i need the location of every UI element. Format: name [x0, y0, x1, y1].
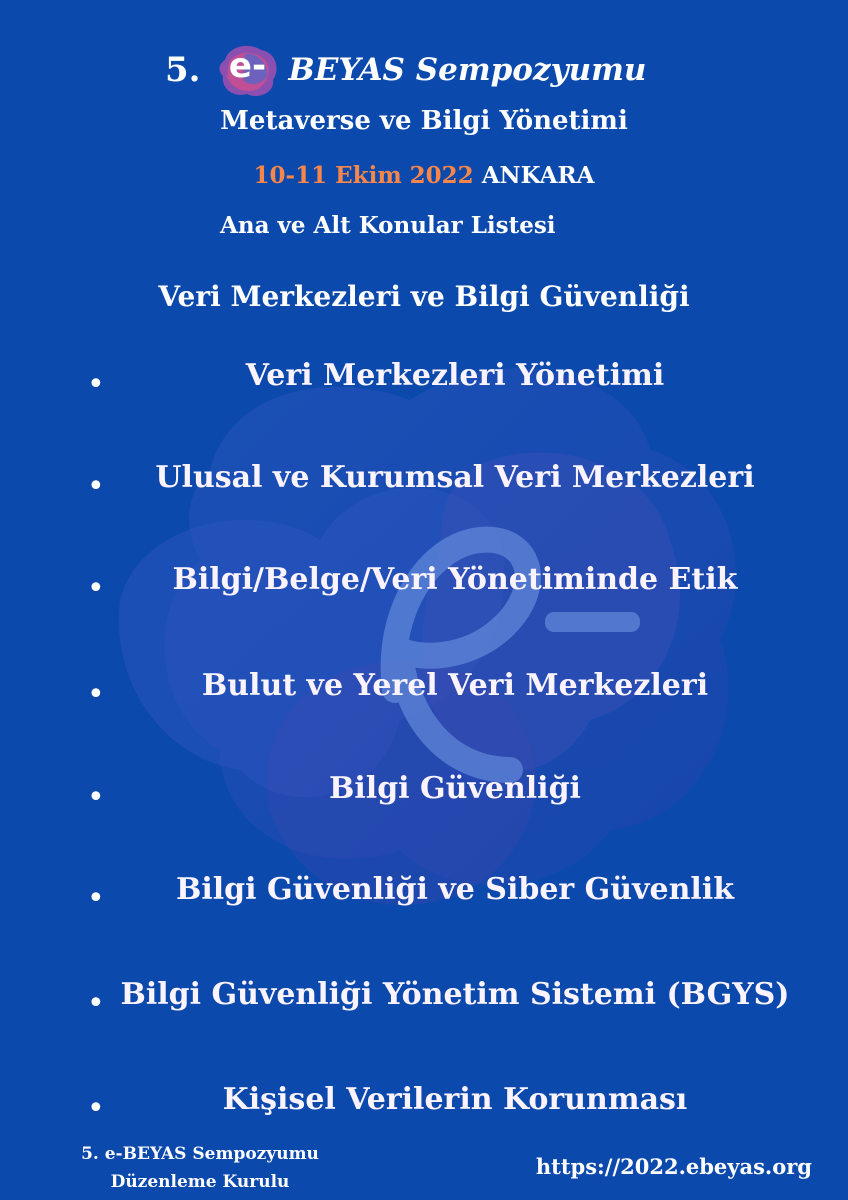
list-item-label: Bilgi Güvenliği Yönetim Sistemi (BGYS): [120, 977, 790, 1012]
list-item: [0, 562, 848, 612]
list-item-label: Kişisel Verilerin Korunması: [222, 1082, 688, 1117]
bullet-icon: •: [87, 986, 105, 1021]
date-line: [0, 162, 848, 189]
list-item: [0, 460, 848, 510]
header-title: BEYAS Sempozyumu: [288, 52, 647, 88]
bullet-icon: •: [87, 367, 105, 402]
bullet-icon: •: [87, 1091, 105, 1126]
list-item: [0, 668, 848, 718]
subtitle: Metaverse ve Bilgi Yönetimi: [220, 106, 628, 136]
organizer-line-2: Düzenleme Kurulu: [110, 1172, 290, 1192]
bullet-icon: •: [87, 469, 105, 504]
list-title: Ana ve Alt Konular Listesi: [220, 212, 556, 239]
header-title-line: [165, 42, 646, 98]
bullet-icon: •: [87, 571, 105, 606]
list-item-label: Ulusal ve Kurumsal Veri Merkezleri: [155, 460, 755, 495]
logo-text: e-: [228, 46, 267, 86]
event-city: ANKARA: [481, 162, 595, 189]
bullet-icon: •: [87, 677, 105, 712]
bullet-icon: •: [87, 780, 105, 815]
list-item-label: Bilgi Güvenliği: [329, 771, 581, 806]
list-item: [0, 977, 848, 1027]
section-title: Veri Merkezleri ve Bilgi Güvenliği: [158, 280, 690, 313]
organizer-credit: [55, 1140, 345, 1196]
e-logo-badge-icon: [215, 42, 281, 98]
list-item-label: Bilgi/Belge/Veri Yönetiminde Etik: [172, 562, 738, 597]
list-item: [0, 872, 848, 922]
bullet-icon: •: [87, 881, 105, 916]
list-item-label: Veri Merkezleri Yönetimi: [245, 358, 665, 393]
header-number: 5.: [165, 50, 201, 90]
list-item: [0, 771, 848, 821]
organizer-line-1: 5. e-BEYAS Sempozyumu: [81, 1144, 319, 1164]
website-link[interactable]: https://2022.ebeyas.org: [535, 1154, 812, 1179]
event-dates: 10-11 Ekim 2022: [253, 162, 474, 189]
list-item-label: Bulut ve Yerel Veri Merkezleri: [201, 668, 709, 703]
list-item-label: Bilgi Güvenliği ve Siber Güvenlik: [175, 872, 735, 907]
list-item: [0, 358, 848, 408]
list-item: [0, 1082, 848, 1132]
